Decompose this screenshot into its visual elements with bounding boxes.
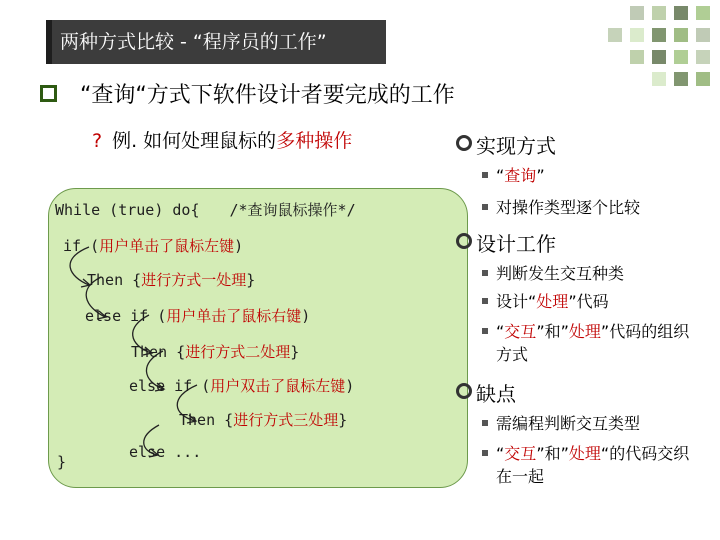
section-drawbacks: 缺点 bbox=[456, 378, 516, 407]
decorative-tile bbox=[652, 72, 666, 86]
decorative-tile bbox=[652, 6, 666, 20]
example-line bbox=[92, 126, 352, 153]
item-judge-type: 判断发生交互种类 bbox=[482, 262, 702, 285]
square-bullet-icon bbox=[482, 450, 488, 456]
square-bullet-icon bbox=[482, 298, 488, 304]
decorative-tile bbox=[674, 6, 688, 20]
code-line-then-2: Then {进行方式二处理} bbox=[131, 343, 300, 361]
decorative-tile bbox=[696, 72, 710, 86]
ring-bullet-icon bbox=[456, 135, 472, 151]
square-bullet-icon bbox=[482, 204, 488, 210]
decorative-tile bbox=[630, 28, 644, 42]
decorative-tile-grid bbox=[600, 0, 720, 100]
decorative-tile bbox=[674, 72, 688, 86]
flow-arrows bbox=[49, 189, 469, 489]
decorative-tile bbox=[674, 50, 688, 64]
decorative-tile bbox=[696, 50, 710, 64]
section-implementation: 实现方式 bbox=[456, 130, 556, 159]
slide-title: 两种方式比较 - “程序员的工作” bbox=[46, 20, 386, 64]
item-need-judge: 需编程判断交互类型 bbox=[482, 412, 702, 435]
code-line-close: } bbox=[57, 453, 67, 471]
item-query: “查询” bbox=[482, 164, 702, 187]
checkbox-bullet-icon bbox=[40, 85, 57, 102]
code-box bbox=[48, 188, 468, 488]
decorative-tile bbox=[652, 28, 666, 42]
code-line-while: While (true) do{ /*查询鼠标操作*/ bbox=[55, 201, 356, 219]
square-bullet-icon bbox=[482, 328, 488, 334]
code-line-else-if-2: else if (用户双击了鼠标左键) bbox=[129, 377, 355, 395]
ring-bullet-icon bbox=[456, 233, 472, 249]
main-heading: “查询“方式下软件设计者要完成的工作 bbox=[80, 83, 455, 108]
section-design-work: 设计工作 bbox=[456, 228, 556, 257]
code-line-if: if (用户单击了鼠标左键) bbox=[63, 237, 244, 255]
decorative-tile bbox=[608, 28, 622, 42]
item-organization: “交互”和”处理”代码的组织方式 bbox=[482, 320, 702, 366]
decorative-tile bbox=[696, 28, 710, 42]
decorative-tile bbox=[630, 50, 644, 64]
square-bullet-icon bbox=[482, 270, 488, 276]
item-interwoven: “交互”和”处理“的代码交织在一起 bbox=[482, 442, 702, 488]
item-design-code: 设计“处理”代码 bbox=[482, 290, 702, 313]
decorative-tile bbox=[674, 28, 688, 42]
code-line-else-if-1: else if (用户单击了鼠标右键) bbox=[85, 307, 311, 325]
code-line-else: else ... bbox=[129, 443, 202, 461]
example-prefix: 例. 如何处理鼠标的 bbox=[112, 130, 277, 152]
decorative-tile bbox=[652, 50, 666, 64]
decorative-tile bbox=[630, 6, 644, 20]
ring-bullet-icon bbox=[456, 383, 472, 399]
code-line-then-3: Then {进行方式三处理} bbox=[179, 411, 348, 429]
example-highlight: 多种操作 bbox=[276, 130, 353, 152]
decorative-tile bbox=[696, 6, 710, 20]
square-bullet-icon bbox=[482, 420, 488, 426]
square-bullet-icon bbox=[482, 172, 488, 178]
item-compare: 对操作类型逐个比较 bbox=[482, 196, 702, 219]
question-mark-icon: ? bbox=[92, 130, 103, 152]
code-line-then-1: Then {进行方式一处理} bbox=[87, 271, 256, 289]
